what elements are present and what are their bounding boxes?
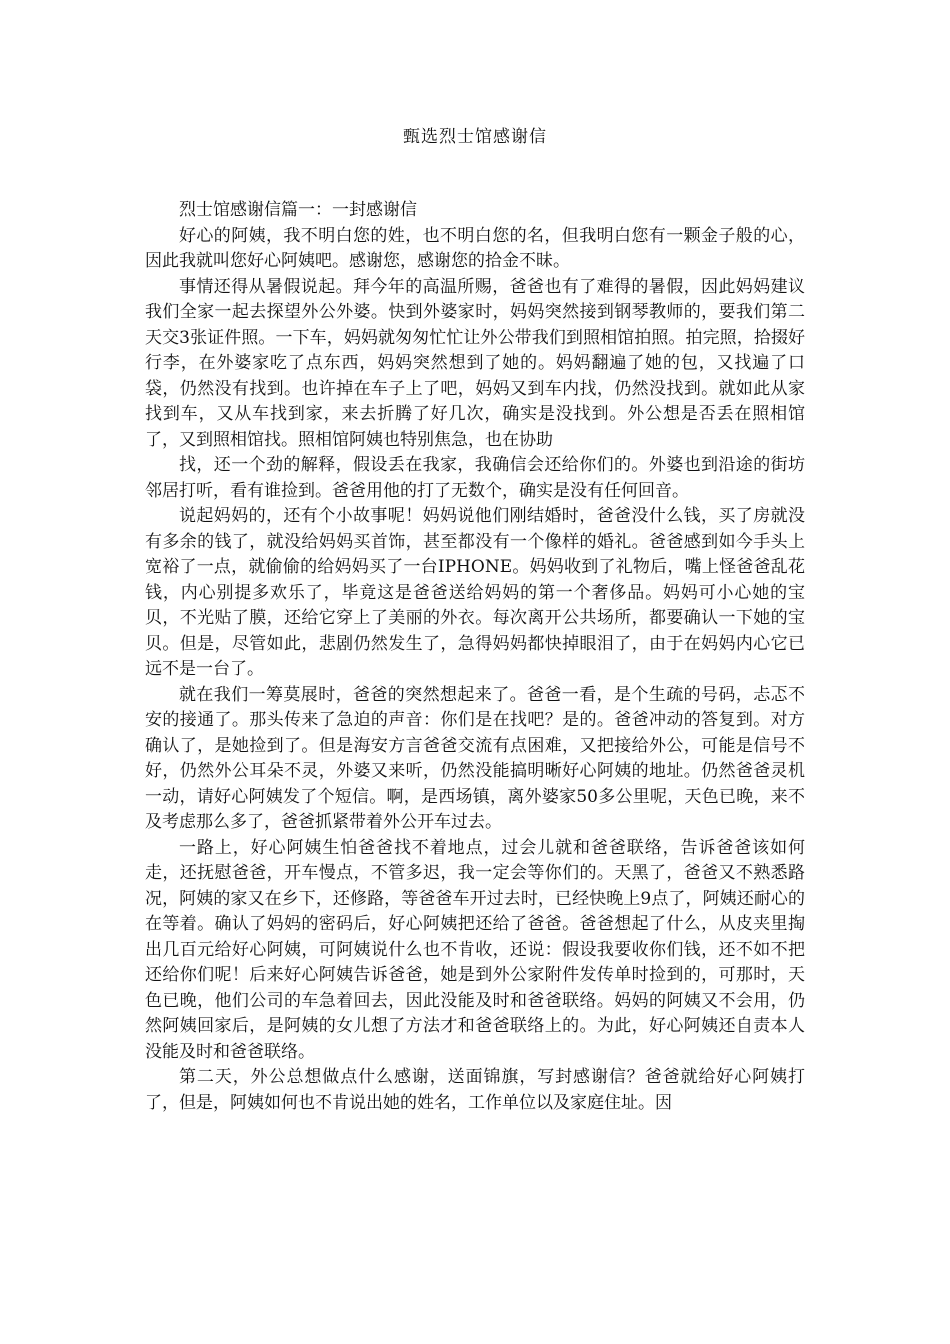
paragraph-heading: 烈士馆感谢信篇一：一封感谢信 (179, 200, 417, 220)
paragraph: 找，还一个劲的解释，假设丢在我家，我确信会还给你们的。外婆也到沿途的街坊邻居打听，看有谁捡到。爸爸用他的打了无数个，确实是没有任何回音。 (145, 455, 805, 501)
paragraph: 就在我们一筹莫展时，爸爸的突然想起来了。爸爸一看，是个生疏的号码，忐忑不安的接通了。那头传来了急迫的声音：你们是在找吧？是的。爸爸冲动的答复到。对方确认了，是她捡到了。但是海安方言爸爸交流有点困难，又把接给外公，可能是信号不好，仍然外公耳朵不灵，外婆又来听，仍然没能搞明晰好心阿姨的地址。仍然爸爸灵机一动，请好心阿姨发了个短信。啊，是西场镇，离外婆家50多公里呢，天色已晚，来不及考虑那么多了，爸爸抓紧带着外公开车过去。 (145, 684, 805, 832)
paragraph: 第二天，外公总想做点什么感谢，送面锦旗，写封感谢信？爸爸就给好心阿姨打了，但是，阿姨如何也不肯说出她的姓名，工作单位以及家庭住址。因 (145, 1067, 805, 1113)
paragraph: 好心的阿姨，我不明白您的姓，也不明白您的名，但我明白您有一颗金子般的心，因此我就叫您好心阿姨吧。感谢您，感谢您的拾金不昧。 (145, 225, 805, 271)
paragraph: 说起妈妈的，还有个小故事呢！妈妈说他们刚结婚时，爸爸没什么钱，买了房就没有多余的钱了，就没给妈妈买首饰，甚至都没有一个像样的婚礼。爸爸感到如今手头上宽裕了一点，就偷偷的给妈妈买了一台IPHONE。妈妈收到了礼物后，嘴上怪爸爸乱花钱，内心别提多欢乐了，毕竟这是爸爸送给妈妈的第一个奢侈品。妈妈可小心她的宝贝，不光贴了膜，还给它穿上了美丽的外衣。每次离开公共场所，都要确认一下她的宝贝。但是，尽管如此，悲剧仍然发生了，急得妈妈都快掉眼泪了，由于在妈妈内心它已远不是一台了。 (145, 506, 805, 679)
paragraph: 一路上，好心阿姨生怕爸爸找不着地点，过会儿就和爸爸联络，告诉爸爸该如何走，还抚慰爸爸，开车慢点，不管多迟，我一定会等你们的。天黑了，爸爸又不熟悉路况，阿姨的家又在乡下，还修路，等爸爸车开过去时，已经快晚上9点了，阿姨还耐心的在等着。确认了妈妈的密码后，好心阿姨把还给了爸爸。爸爸想起了什么，从皮夹里掏出几百元给好心阿姨，可阿姨说什么也不肯收，还说：假设我要收你们钱，还不如不把还给你们呢！后来好心阿姨告诉爸爸，她是到外公家附件发传单时捡到的，可那时，天色已晚，他们公司的车急着回去，因此没能及时和爸爸联络。妈妈的阿姨又不会用，仍然阿姨回家后，是阿姨的女儿想了方法才和爸爸联络上的。为此，好心阿姨还自责本人没能及时和爸爸联络。 (145, 837, 805, 1062)
document-body (145, 198, 805, 1116)
paragraph: 事情还得从暑假说起。拜今年的高温所赐，爸爸也有了难得的暑假，因此妈妈建议我们全家一起去探望外公外婆。快到外婆家时，妈妈突然接到钢琴教师的，要我们第二天交3张证件照。一下车，妈妈就匆匆忙忙让外公带我们到照相馆拍照。拍完照，拾掇好行李，在外婆家吃了点东西，妈妈突然想到了她的。妈妈翻遍了她的包，又找遍了口袋，仍然没有找到。也许掉在车子上了吧，妈妈又到车内找，仍然没找到。就如此从家找到车，又从车找到家，来去折腾了好几次，确实是没找到。外公想是否丢在照相馆了，又到照相馆找。照相馆阿姨也特别焦急，也在协助 (145, 276, 805, 450)
document-title: 甄选烈士馆感谢信 (403, 127, 547, 147)
